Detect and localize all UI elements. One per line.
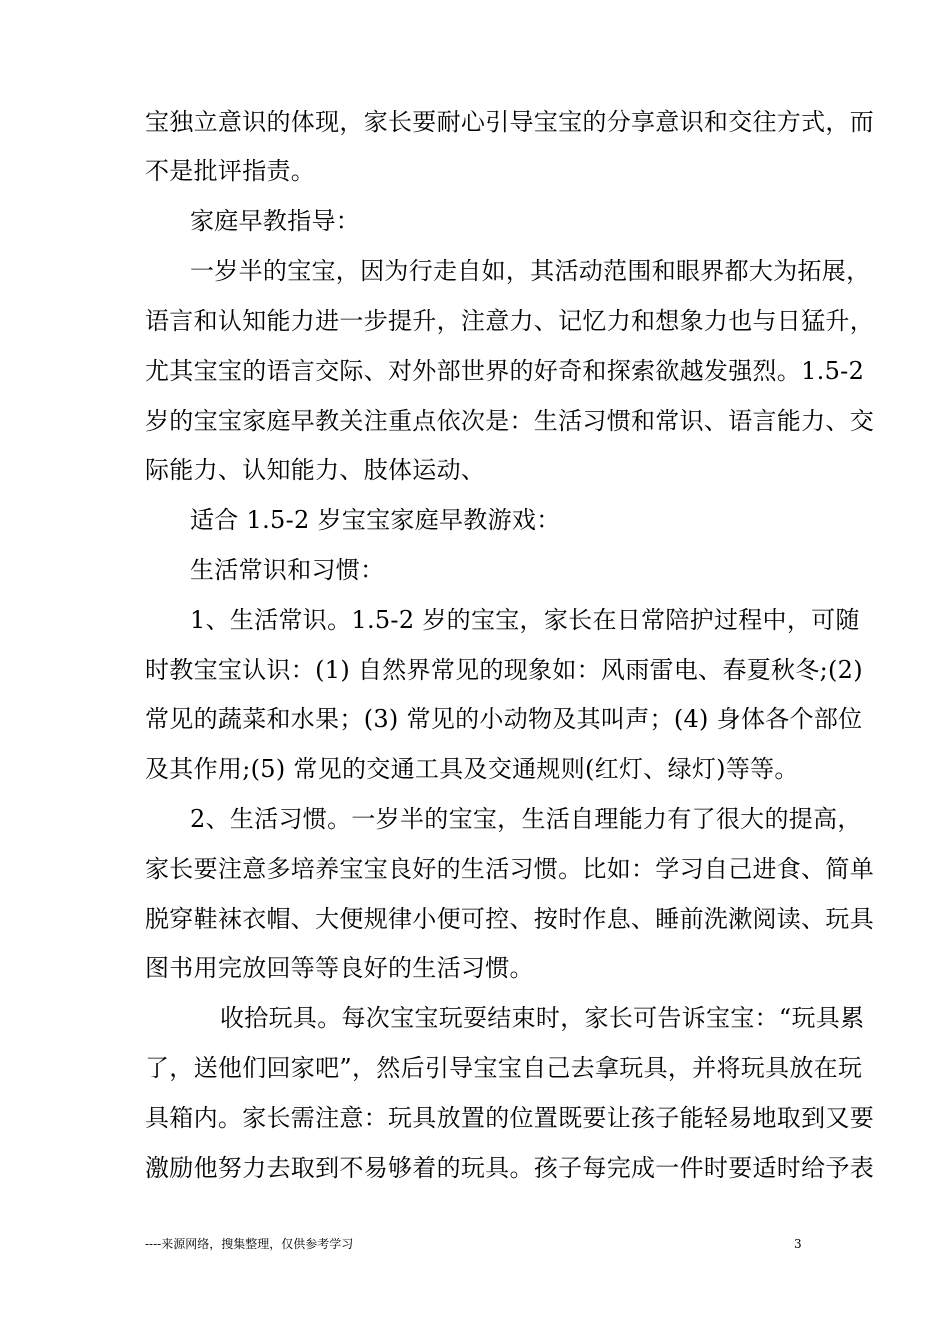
body-text-line: 家长要注意多培养宝宝良好的生活习惯。比如：学习自己进食、简单 <box>145 855 874 883</box>
body-text-line: 2、生活习惯。一岁半的宝宝，生活自理能力有了很大的提高， <box>190 805 862 833</box>
body-text-line: 际能力、认知能力、肢体运动、 <box>145 456 486 484</box>
body-text-line: 具箱内。家长需注意：玩具放置的位置既要让孩子能轻易地取到又要 <box>145 1104 874 1132</box>
body-text-line: 图书用完放回等等良好的生活习惯。 <box>145 954 534 982</box>
body-text-line: 语言和认知能力进一步提升，注意力、记忆力和想象力也与日猛升， <box>145 307 874 335</box>
body-text-line: 激励他努力去取到不易够着的玩具。孩子每完成一件时要适时给予表 <box>145 1154 874 1182</box>
section-heading: 适合 1.5-2 岁宝宝家庭早教游戏： <box>190 506 561 534</box>
body-text-line: 及其作用;(5) 常见的交通工具及交通规则(红灯、绿灯)等等。 <box>145 755 799 783</box>
body-text-line: 不是批评指责。 <box>145 157 316 185</box>
body-text-line: 岁的宝宝家庭早教关注重点依次是：生活习惯和常识、语言能力、交 <box>145 407 874 435</box>
footer-source-note: ----来源网络，搜集整理，仅供参考学习 <box>145 1237 354 1251</box>
body-text-line: 收拾玩具。每次宝宝玩耍结束时，家长可告诉宝宝：“玩具累 <box>220 1004 865 1032</box>
body-text-line: 常见的蔬菜和水果；(3) 常见的小动物及其叫声；(4) 身体各个部位 <box>145 705 863 733</box>
body-text-line: 时教宝宝认识：(1) 自然界常见的现象如：风雨雷电、春夏秋冬;(2) <box>145 656 863 684</box>
section-heading: 生活常识和习惯： <box>190 556 385 584</box>
page-number: 3 <box>794 1237 802 1251</box>
body-text-line: 1、生活常识。1.5-2 岁的宝宝，家长在日常陪护过程中，可随 <box>190 606 860 634</box>
section-heading: 家庭早教指导： <box>190 207 361 235</box>
body-text-line: 了，送他们回家吧”，然后引导宝宝自己去拿玩具，并将玩具放在玩 <box>145 1054 863 1082</box>
body-text-line: 宝独立意识的体现，家长要耐心引导宝宝的分享意识和交往方式，而 <box>145 108 874 136</box>
body-text-line: 一岁半的宝宝，因为行走自如，其活动范围和眼界都大为拓展， <box>190 257 871 285</box>
body-text-line: 脱穿鞋袜衣帽、大便规律小便可控、按时作息、睡前洗漱阅读、玩具 <box>145 905 874 933</box>
body-text-line: 尤其宝宝的语言交际、对外部世界的好奇和探索欲越发强烈。1.5-2 <box>145 357 865 385</box>
